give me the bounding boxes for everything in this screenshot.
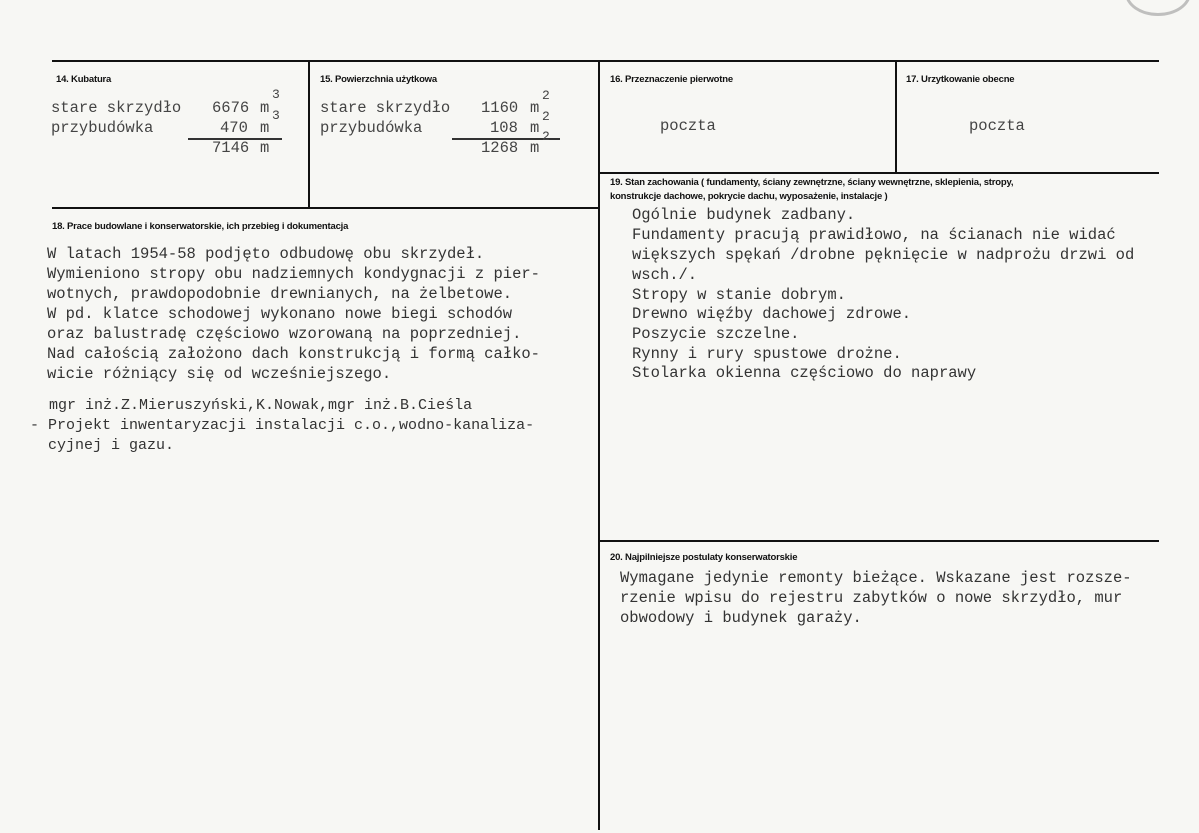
s14-total-value: 7146 [212,139,250,157]
s14-row2-label: przybudówka [51,119,154,137]
border-under-14-15 [52,207,599,209]
s19-line-8: Rynny i rury spustowe drożne. [632,345,902,363]
divider-16-17 [895,60,897,172]
s15-row2-unit-sup: 2 [542,109,550,124]
section-19-header-line1: 19. Stan zachowania ( fundamenty, ściany zewnętrzne, ściany wewnętrzne, sklepienia, stropy, [610,177,1014,188]
s18-doc-line-3: cyjnej i gazu. [30,437,175,454]
s14-row2-value: 470 [220,119,248,137]
s18-doc-line-1: mgr inż.Z.Mieruszyński,K.Nowak,mgr inż.B.Cieśla [49,397,473,414]
s15-total-unit-sup: 2 [542,129,550,144]
s15-row2-value: 108 [490,119,518,137]
s18-doc-line-2: - Projekt inwentaryzacji instalacji c.o.,wodno-kanaliza- [30,417,535,434]
s19-line-9: Stolarka okienna częściowo do naprawy [632,364,977,382]
s18-line-2: Wymieniono stropy obu nadziemnych kondygnacji z pier- [47,265,540,283]
section-19-header-line2: konstrukcje dachowe, pokrycie dachu, wyposażenie, instalacje ) [610,191,888,202]
s19-line-3: większych spękań /drobne pęknięcie w nadprożu drzwi od [632,246,1135,264]
s15-row2-unit: m [530,119,540,137]
s14-total-unit: m [260,139,270,157]
s19-line-4: wsch./. [632,266,698,284]
s19-line-7: Poszycie szczelne. [632,325,800,343]
s19-line-6: Drewno więźby dachowej zdrowe. [632,305,912,323]
s15-row2-label: przybudówka [320,119,423,137]
s14-row1-value: 6676 [212,99,250,117]
s14-row2-unit: m [260,119,270,137]
s20-line-2: rzenie wpisu do rejestru zabytków o nowe skrzydło, mur [620,589,1123,607]
s15-row1-unit: m [530,99,540,117]
section-14-header: 14. Kubatura [56,74,112,85]
section-20-header: 20. Najpilniejsze postulaty konserwatorskie [610,552,798,563]
s14-row2-unit-sup: 3 [272,108,280,123]
border-under-16-17 [598,172,1159,174]
divider-14-15 [308,60,310,208]
section-18-header: 18. Prace budowlane i konserwatorskie, ich przebieg i dokumentacja [52,221,349,232]
s15-total-unit: m [530,139,540,157]
s20-line-3: obwodowy i budynek garaży. [620,609,862,627]
s20-line-1: Wymagane jedynie remonty bieżące. Wskazane jest rozsze- [620,569,1132,587]
s14-row1-label: stare skrzydło [51,99,182,117]
s17-value: poczta [969,117,1025,135]
s15-total-value: 1268 [481,139,519,157]
s15-row1-label: stare skrzydło [320,99,451,117]
s14-row1-unit-sup: 3 [272,87,280,102]
scan-corner-mark [1125,0,1191,16]
border-above-20 [598,540,1159,542]
s18-line-5: oraz balustradę częściowo wzorowaną na poprzedniej. [47,325,522,343]
s19-line-1: Ogólnie budynek zadbany. [632,206,856,224]
s15-row1-value: 1160 [481,99,519,117]
section-15-header: 15. Powierzchnia użytkowa [320,74,437,85]
s18-line-3: wotnych, prawdopodobnie drewnianych, na żelbetowe. [47,285,513,303]
s18-line-6: Nad całością założono dach konstrukcją i formą całko- [47,345,540,363]
s14-row1-unit: m [260,99,270,117]
s18-line-4: W pd. klatce schodowej wykonano nowe biegi schodów [47,305,513,323]
s18-line-7: wicie różniący się od wcześniejszego. [47,365,392,383]
s16-value: poczta [660,117,716,135]
s15-row1-unit-sup: 2 [542,88,550,103]
s19-line-5: Stropy w stanie dobrym. [632,286,846,304]
s19-line-2: Fundamenty pracują prawidłowo, na ścianach nie widać [632,226,1116,244]
section-17-header: 17. Urzytkowanie obecne [906,74,1015,85]
divider-left-right [598,60,600,830]
top-border [52,60,1159,62]
section-16-header: 16. Przeznaczenie pierwotne [610,74,733,85]
s18-line-1: W latach 1954-58 podjęto odbudowę obu skrzydeł. [47,245,485,263]
